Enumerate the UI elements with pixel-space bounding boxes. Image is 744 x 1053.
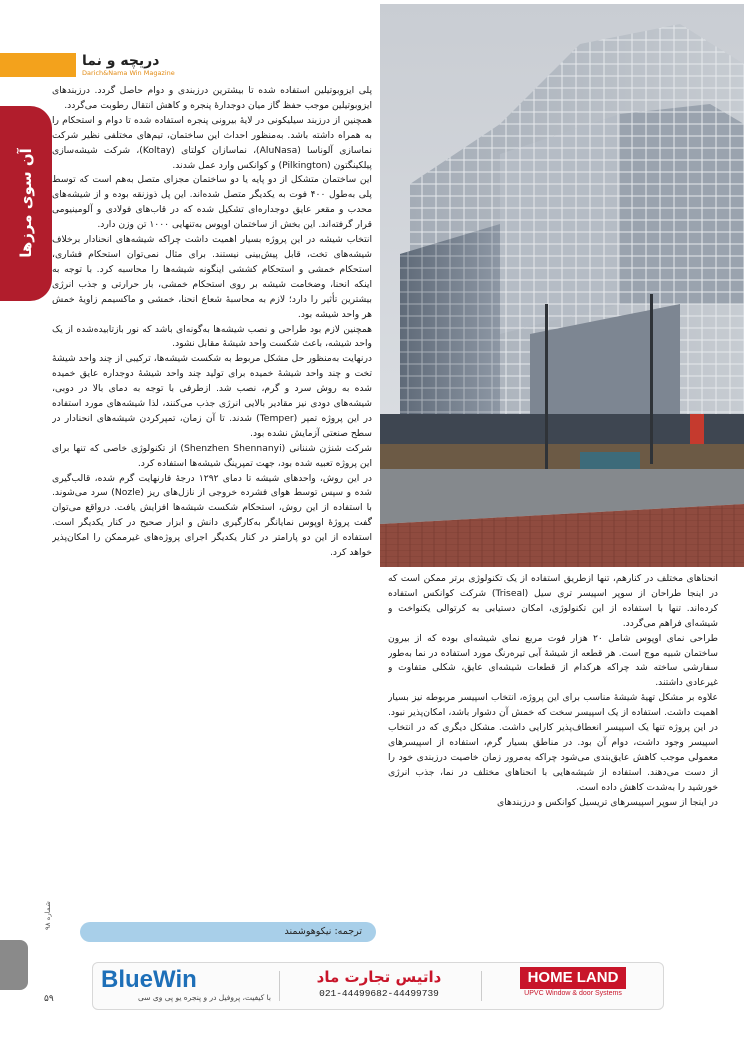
paragraph: در این روش، واحدهای شیشه تا دمای ۱۲۹۲ درجهٔ فارنهایت گرم شده، قالب‌گیری شده و سپس توسط هوای فشرده خروجی از نازل‌های ریز (Nozle) سرد می‌شوند. با استفاده از این روش، استحکام شکست شیشه‌ها افزایش یافت. درواقع می‌توان گفت پروژهٔ اوپوس نمایانگر به‌کارگیری دانش و ابزار صحیح در کنار یکدیگر است. استفاده از این دو پارامتر در کنار یکدیگر اجرای پروژه‌های غیرممکن را امکان‌پذیر خواهد کرد.: [52, 472, 372, 559]
ad-divider: [279, 971, 280, 1001]
article-column-left: [52, 84, 372, 896]
article-column-right: [388, 572, 718, 944]
homeland-logo: HOME LAND: [520, 967, 627, 989]
bluewin-tagline: با کیفیت، پروفیل در و پنجره یو پی وی سی: [137, 993, 271, 1002]
footer-accent-tab: [0, 940, 28, 990]
paragraph: در اینجا از سوپر اسپیسرهای تریسیل کوانکس و درزبندهای: [497, 796, 718, 808]
paragraph: این ساختمان متشکل از دو پایه یا دو ساختمان مجزای متصل به‌هم است که توسط پلی به‌طول ۴۰۰ فوت به یکدیگر متصل شده‌اند. این پل ذوزنقه بوده و از شیشه‌های محدب و مقعر عایق دوجداره‌ای تشکیل شده که در قاب‌های فولادی و آلومینیومی قرار گرفته‌اند. این بخش از ساختمان اوپوس به‌تنهایی ۱۰۰۰ تن وزن دارد.: [52, 174, 372, 231]
paragraph: انتخاب شیشه در این پروژه بسیار اهمیت داشت چراکه شیشه‌های انحنادار برخلاف شیشه‌های تخت، قابل پیش‌بینی نیستند. برای مثال نمی‌توان استحکام فشاری، استحکام خمشی و استحکام کششی اینگونه شیشه‌ها را محاسبه کرد. با توجه به اینکه انحنا، وضخامت شیشه بر روی استحکام خمشی، بار حرارتی و جذب انرژی بیشترین تأثیر را دارد؛ لازم به محاسبهٔ شعاع انحنا، خمشی و ماکسیمم زاویهٔ خمش هر واحد شیشه بود.: [52, 234, 372, 320]
datis-ad[interactable]: [289, 967, 469, 1005]
sponsor-ad-banner[interactable]: [92, 962, 664, 1010]
magazine-logo: [82, 54, 182, 80]
translator-credit: ترجمه: نیکوهوشمند: [80, 922, 376, 942]
datis-name: داتیس تجارت ماد: [316, 968, 442, 986]
building-photo-icon: [380, 4, 744, 567]
homeland-tagline: UPVC Window & door Systems: [524, 990, 622, 997]
paragraph: پلی ایزوبوتیلین استفاده شده تا بیشترین درزبندی و دوام حاصل گردد. درزبندهای ایزوبوتیلین موجب حفظ گاز میان دوجدارهٔ پنجره و کاهش انتقال رطوبت می‌گردد.: [52, 85, 372, 111]
logo-title: دریچه و نما: [82, 53, 160, 69]
homeland-ad[interactable]: [493, 967, 653, 1005]
ad-divider: [481, 971, 482, 1001]
logo-subtitle: Darich&Nama Win Magazine: [82, 69, 175, 77]
header-accent-bar: [0, 53, 76, 77]
paragraph: علاوه بر مشکل تهیهٔ شیشهٔ مناسب برای این پروژه، انتخاب اسپیسر مربوطه نیز بسیار اهمیت داشت. استفاده از یک اسپیسر سخت که خمش آن دشوار باشد، امکان‌پذیر نبود. در این پروژه تنها یک اسپیسر انعطاف‌پذیر کارایی داشت. مشکل دیگری که در انتخاب اسپیسر وجود داشت، دوام آن بود. در مناطق بسیار گرم، استفاده از اسپیسرهای معمولی موجب کاهش عایق‌بندی می‌شود چراکه به‌مرور زمان خاصیت درزبندی خود را از دست می‌دهند. استفاده از شیشه‌هایی با انحناهای مختلف در نما، جذب انرژی خورشید را به‌شدت کاهش داده است.: [388, 692, 718, 793]
bluewin-ad[interactable]: [101, 967, 271, 1005]
paragraph: همچنین از درزبند سیلیکونی در لایهٔ بیرونی پنجره استفاده شده تا دوام و استحکام را به همراه داشته باشد. به‌منظور احداث این ساختمان، تیم‌های مختلفی نظیر شرکت نماسازی آلونا‌سا (AluNasa)، نماسازان کولتای (Koltay)، شرکت شیشه‌سازی پیلکینگتون (Pilkington) و کوانکس وارد عمل شدند.: [52, 114, 372, 171]
paragraph: همچنین لازم بود طراحی و نصب شیشه‌ها به‌گونه‌ای باشد که نور بازتابیده‌شده از یک واحد شیشه، باعث شکست واحد شیشهٔ مقابل نشود.: [52, 323, 372, 350]
bluewin-logo: BlueWin: [101, 966, 197, 993]
section-tab: [0, 106, 52, 301]
section-tab-label: آن سوی مرزها: [17, 148, 35, 258]
page-number: ۵۹: [44, 994, 54, 1004]
datis-phone: 021-44499682-44499739: [319, 988, 439, 999]
paragraph: درنهایت به‌منظور حل مشکل مربوط به شکست شیشه‌ها، ترکیبی از چند واحد شیشهٔ تخت و چند واحد شیشهٔ خمیده برای تولید چند واحد شیشهٔ دوجداره عایق خمیده شده به روش سرد و گرم، نصب شد. ازطرفی با توجه به دمای بالا در دوبی، شیشه‌های دودی نیز مقادیر بالایی انرژی جذب می‌کنند، لذا شیشه‌های مورد استفاده در این پروژه تمپر (Temper) شدند. تا آن زمان، تمپرکردن شیشه‌های انحنادار در سطح صنعتی آزمایش نشده بود.: [52, 353, 372, 439]
building-photo: [380, 4, 744, 567]
paragraph: طراحی نمای اوپوس شامل ۲۰ هزار فوت مربع نمای شیشه‌ای بوده که از بیرون ساختمان شبیه موج است. هر قطعه از شیشهٔ آبی تیره‌رنگ مورد استفاده در نما به‌طور سفارشی ساخته شد چراکه هرکدام از قطعات شیشه‌ای عایق، شکلی متفاوت و غیرعادی داشتند.: [388, 632, 718, 689]
paragraph: شرکت شنژن شننانی (Shenzhen Shennanyi) از تکنولوژی خاصی که تنها برای این پروژه تعبیه شده بود، جهت تمپرینگ شیشه‌ها استفاده کرد.: [52, 442, 372, 469]
issue-number: شماره ۹۸: [44, 901, 52, 930]
paragraph: انحناهای مختلف در کنارهم، تنها ازطریق استفاده از یک تکنولوژی برتر ممکن است که در اینجا طراحان از سوپر اسپیسر تری سیل (Triseal) شرکت کوانکس استفاده کرده‌اند. تنها با استفاده از این تکنولوژی، امکان دستیابی به کرتوالی یکنواخت و شیشه‌ای فراهم می‌گردد.: [388, 573, 718, 629]
